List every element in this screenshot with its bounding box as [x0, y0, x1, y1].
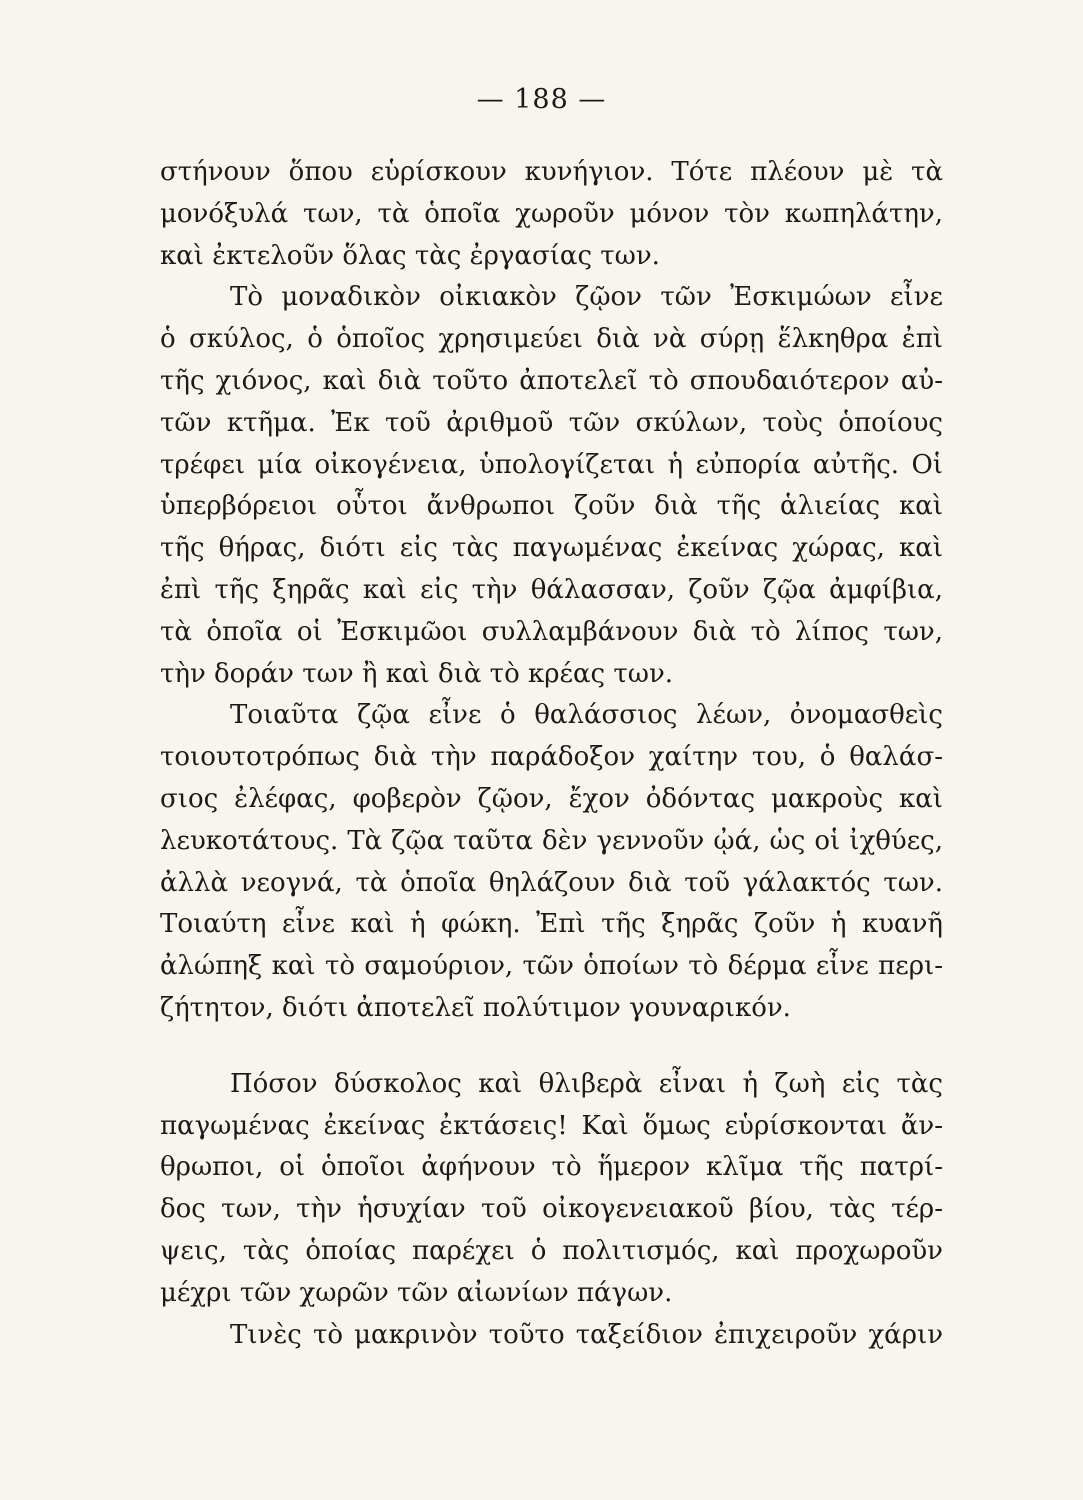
paragraph-3 — [160, 695, 943, 1029]
paragraph-5 — [160, 1315, 943, 1357]
text-line: τρέφει μία οἰκογένεια, ὑπολογίζεται ἡ εὐπορία αὐτῆς. Οἱ — [160, 449, 943, 480]
text-line: Τοιαύτη εἶνε καὶ ἡ φώκη. Ἐπὶ τῆς ξηρᾶς ζοῦν ἡ κυανῆ — [160, 909, 943, 940]
text-line: δος των, τὴν ἡσυχίαν τοῦ οἰκογενειακοῦ βίου, τὰς τέρ- — [160, 1194, 943, 1225]
text-line: μέχρι τῶν χωρῶν τῶν αἰωνίων πάγων. — [160, 1277, 673, 1308]
text-line: λευκοτάτους. Τὰ ζῷα ταῦτα δὲν γεννοῦν ᾠά, ὡς οἱ ἰχθύες, — [160, 825, 943, 856]
paragraph-4 — [160, 1064, 943, 1315]
text-line: τῶν κτῆμα. Ἐκ τοῦ ἀριθμοῦ τῶν σκύλων, τοὺς ὁποίους — [160, 407, 943, 438]
text-line: ἐπὶ τῆς ξηρᾶς καὶ εἰς τὴν θάλασσαν, ζοῦν ζῷα ἀμφίβια, — [160, 574, 943, 605]
text-line: ψεις, τὰς ὁποίας παρέχει ὁ πολιτισμός, καὶ προχωροῦν — [160, 1235, 943, 1266]
text-line: τῆς θήρας, διότι εἰς τὰς παγωμένας ἐκείνας χώρας, καὶ — [160, 533, 943, 564]
paragraph-gap — [160, 1030, 943, 1064]
page-number: — 188 — — [476, 84, 607, 115]
text-line: τῆς χιόνος, καὶ διὰ τοῦτο ἀποτελεῖ τὸ σπουδαιότερον αὐ- — [160, 365, 943, 396]
text-line: Τινὲς τὸ μακρινὸν τοῦτο ταξείδιον ἐπιχειροῦν χάριν — [230, 1319, 943, 1350]
paragraph-1 — [160, 152, 943, 277]
text-line: ἀλώπηξ καὶ τὸ σαμούριον, τῶν ὁποίων τὸ δέρμα εἶνε περι- — [160, 951, 943, 982]
text-line: θρωποι, οἱ ὁποῖοι ἀφήνουν τὸ ἥμερον κλῖμα τῆς πατρί- — [160, 1152, 943, 1183]
text-line: Πόσον δύσκολος καὶ θλιβερὰ εἶναι ἡ ζωὴ εἰς τὰς — [230, 1068, 943, 1099]
text-line: ὑπερβόρειοι οὗτοι ἄνθρωποι ζοῦν διὰ τῆς ἁλιείας καὶ — [160, 491, 943, 522]
text-line: καὶ ἐκτελοῦν ὅλας τὰς ἐργασίας των. — [160, 240, 660, 271]
text-line: Τὸ μοναδικὸν οἰκιακὸν ζῷον τῶν Ἐσκιμώων εἶνε — [230, 282, 943, 313]
text-line: σιος ἐλέφας, φοβερὸν ζῷον, ἔχον ὀδόντας μακροὺς καὶ — [160, 783, 943, 814]
text-line: ὁ σκύλος, ὁ ὁποῖος χρησιμεύει διὰ νὰ σύρῃ ἕλκηθρα ἐπὶ — [160, 324, 943, 355]
text-line: τὰ ὁποῖα οἱ Ἐσκιμῶοι συλλαμβάνουν διὰ τὸ λίπος των, — [160, 616, 943, 647]
text-line: στήνουν ὅπου εὑρίσκουν κυνήγιον. Τότε πλέουν μὲ τὰ — [160, 157, 943, 187]
text-line: Τοιαῦτα ζῷα εἶνε ὁ θαλάσσιος λέων, ὀνομασθεὶς — [230, 700, 943, 731]
text-line: τοιουτοτρόπως διὰ τὴν παράδοξον χαίτην του, ὁ θαλάσ- — [160, 742, 943, 773]
text-line: ἀλλὰ νεογνά, τὰ ὁποῖα θηλάζουν διὰ τοῦ γάλακτός των. — [160, 867, 943, 898]
text-line: ζήτητον, διότι ἀποτελεῖ πολύτιμον γουναρικόν. — [160, 992, 791, 1023]
paragraph-2 — [160, 277, 943, 695]
body-text — [160, 152, 943, 1356]
text-line: παγωμένας ἐκείνας ἐκτάσεις! Καὶ ὅμως εὑρίσκονται ἄν- — [160, 1110, 943, 1141]
text-line: μονόξυλά των, τὰ ὁποῖα χωροῦν μόνον τὸν κωπηλάτην, — [160, 198, 943, 229]
text-line: τὴν δοράν των ἢ καὶ διὰ τὸ κρέας των. — [160, 658, 674, 689]
